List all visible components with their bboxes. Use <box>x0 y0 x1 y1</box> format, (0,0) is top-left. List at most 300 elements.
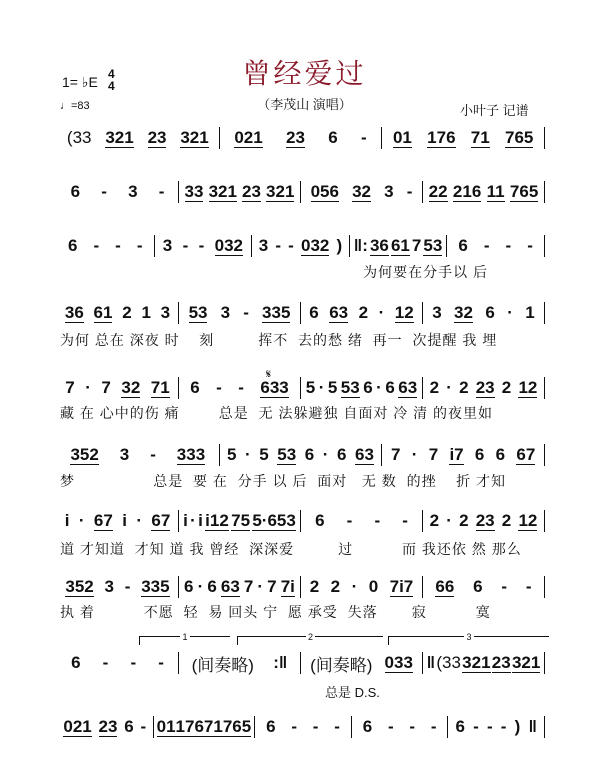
note-group: 2 <box>459 378 469 397</box>
note-group: 6 <box>485 303 495 322</box>
bar-line <box>219 127 220 149</box>
note-group: (33 <box>436 653 461 672</box>
song-title: 曾经爱过 <box>242 57 367 90</box>
bar-line <box>422 302 423 324</box>
note-group: 23 <box>491 652 511 672</box>
volta-label: 1 <box>182 632 188 642</box>
measure <box>60 653 175 673</box>
note-group: 5 <box>259 445 269 464</box>
note-group: 352 <box>70 444 99 464</box>
bar-line <box>544 576 545 598</box>
note-group: 23 <box>475 510 495 530</box>
note-group: · <box>446 511 452 530</box>
time-sig-top: 4 <box>108 67 115 81</box>
note-group: 6 <box>315 511 325 530</box>
measure <box>304 303 419 323</box>
note-group: - <box>527 236 533 255</box>
bar-line <box>544 716 545 738</box>
note-group: 71 <box>150 377 170 397</box>
note-group: - <box>158 653 164 672</box>
note-group: 6 <box>458 236 468 255</box>
bar-line <box>544 235 545 257</box>
volta-1 <box>139 632 230 645</box>
note-group: · <box>378 303 385 322</box>
note-group: 2 <box>501 378 512 397</box>
measure <box>223 445 379 465</box>
notation-line <box>60 127 548 149</box>
bar-line <box>178 510 179 532</box>
note-group: 7 <box>65 378 75 397</box>
note-group: 352 <box>65 576 94 596</box>
note-group: - <box>387 717 394 736</box>
note-group: 5 <box>305 378 316 397</box>
note-group: - <box>130 653 137 672</box>
note-group: - <box>525 577 532 596</box>
note-group: 6 <box>363 378 373 397</box>
note-group: 2 <box>358 303 369 322</box>
note-group: 2 <box>122 303 132 322</box>
note-group: 5 <box>226 445 237 464</box>
note-group: - <box>346 511 353 530</box>
note-group: - <box>501 577 508 596</box>
volta-label: 3 <box>466 632 472 642</box>
note-group: 032 <box>214 235 243 255</box>
note-group: · <box>351 577 358 596</box>
note-group: 633 <box>260 377 289 397</box>
segno-sign: 𝄋 <box>266 367 272 381</box>
note-group: 01 <box>392 127 412 147</box>
note-group: i <box>64 511 70 530</box>
note-group: 6 <box>309 303 319 322</box>
lyrics-line: 道 才知道 才知 道 我 曾经 深深爱 过 而 我还依 然 那么 <box>60 541 522 557</box>
note-group: 1 <box>525 303 535 322</box>
bar-line <box>178 181 179 203</box>
note-group: 765 <box>509 181 539 201</box>
bar-line <box>446 235 447 257</box>
measure <box>304 577 419 597</box>
note-group: i <box>198 511 203 530</box>
note-group: 6 <box>304 445 315 464</box>
note-group: 3 <box>104 577 114 596</box>
note-group: - <box>406 182 413 201</box>
note-group: 71 <box>203 716 223 736</box>
bar-line <box>447 716 448 738</box>
note-group: - <box>102 653 109 672</box>
note-group: 67 <box>151 510 171 530</box>
note-group: 333 <box>176 444 206 464</box>
measure <box>426 303 541 323</box>
measure <box>60 378 175 398</box>
note-group: - <box>360 128 367 147</box>
note-group: 2 <box>429 378 440 397</box>
note-group: · <box>78 511 85 530</box>
note-group: - <box>374 511 381 530</box>
note-group: 32 <box>121 377 141 397</box>
note-group: 6 <box>495 445 506 464</box>
note-group: 63 <box>355 444 374 464</box>
note-group: · <box>197 577 204 596</box>
note-group: · <box>85 378 91 397</box>
measure <box>426 378 541 398</box>
note-group: - <box>409 717 416 736</box>
note-group: 61 <box>390 235 410 255</box>
notation-line <box>60 235 548 257</box>
bar-line <box>422 576 423 598</box>
note-group: 7 <box>390 445 401 464</box>
note-group: - <box>312 717 319 736</box>
note-group: 6 <box>385 378 395 397</box>
measure <box>385 129 541 148</box>
note-group: 176 <box>175 716 204 736</box>
bar-line <box>300 652 301 674</box>
note-group: 53 <box>340 377 360 397</box>
bar-line <box>381 127 382 149</box>
note-group: · <box>446 378 452 397</box>
notation-line <box>60 377 548 399</box>
note-group: · <box>507 303 513 322</box>
volta-3 <box>388 632 549 645</box>
note-group: 765 <box>222 716 252 736</box>
note-group: - <box>402 511 408 530</box>
note-group: 7i7 <box>389 576 414 596</box>
measure <box>353 236 444 256</box>
note-group: 321 <box>511 652 541 672</box>
note-group: - <box>198 236 205 255</box>
note-group: ‖ <box>426 653 436 672</box>
measure <box>426 183 541 202</box>
measure <box>258 717 348 737</box>
bar-line <box>422 181 423 203</box>
measure <box>182 183 297 202</box>
measure <box>426 653 541 673</box>
note-group: 01 <box>156 716 176 736</box>
note-group: 021 <box>63 716 92 736</box>
measure <box>182 651 297 676</box>
note-group: 033 <box>384 652 413 672</box>
measure <box>385 445 541 465</box>
note-group: - <box>288 236 294 255</box>
note-group: 765 <box>504 127 534 147</box>
bar-line <box>178 576 179 598</box>
notation-line <box>60 510 548 532</box>
note-group: 6 <box>190 378 200 397</box>
bar-line <box>154 235 155 257</box>
note-group: · <box>244 445 251 464</box>
measure <box>304 182 419 202</box>
bar-line <box>544 127 545 149</box>
note-group: 5·653 <box>252 510 296 530</box>
bar-line <box>422 510 423 532</box>
bar-line <box>178 302 179 324</box>
scribe-credit: 小叶子 记谱 <box>460 103 529 118</box>
note-group: 53 <box>423 235 443 255</box>
note-group: 7 <box>101 378 111 397</box>
bar-line <box>300 377 301 399</box>
note-group: 321 <box>462 652 491 672</box>
note-group: :‖ <box>273 653 288 672</box>
bar-line <box>178 377 179 399</box>
ds-marking: 总是 D.S. <box>325 685 380 700</box>
note-group: 66 <box>435 576 455 596</box>
bar-line <box>178 652 179 674</box>
measure <box>60 128 216 148</box>
notation-line <box>60 181 548 203</box>
notation-line <box>60 576 548 598</box>
note-group: 7 <box>267 577 277 596</box>
time-sig-bottom: 4 <box>108 79 115 93</box>
bar-line <box>251 235 252 257</box>
note-group: 22 <box>428 181 448 201</box>
note-group: - <box>150 445 156 464</box>
note-group: 12 <box>394 302 414 322</box>
measure <box>60 182 175 202</box>
lyrics-line: 执 着 不愿 轻 易 回头 宁 愿 承受 失落 寂 寞 <box>60 604 491 620</box>
note-group: - <box>334 717 340 736</box>
measure <box>182 577 297 597</box>
measure <box>60 511 175 531</box>
measure <box>304 651 419 676</box>
note-group: 6 <box>184 577 194 596</box>
note-group: - <box>500 717 507 736</box>
note-group: 6 <box>473 577 483 596</box>
bar-line <box>544 510 545 532</box>
note-group: 6 <box>362 717 373 736</box>
note-group: 53 <box>277 444 297 464</box>
note-group: - <box>216 378 222 397</box>
note-group: 3 <box>220 303 231 322</box>
measure <box>60 717 150 737</box>
note-group: · <box>411 445 418 464</box>
note-group: 61 <box>93 302 113 322</box>
note-group: ‖ <box>528 717 537 736</box>
note-group: 23 <box>98 716 118 736</box>
note-group: · <box>190 511 196 530</box>
measure <box>223 128 379 148</box>
note-group: - <box>158 182 165 201</box>
singer-credit: （李茂山 演唱） <box>257 97 352 112</box>
note-group: 53 <box>188 302 208 322</box>
note-group: 3 <box>384 182 394 201</box>
note-group: 7 <box>428 445 439 464</box>
note-group: 67 <box>516 444 536 464</box>
note-group: 6 <box>207 577 217 596</box>
note-group: 2 <box>429 511 440 530</box>
note-group: · <box>376 378 382 397</box>
note-group: i <box>122 511 127 530</box>
bar-line <box>219 444 220 466</box>
lyrics-line: 为何要在分手以 后 <box>60 264 489 280</box>
note-group: 7 <box>411 236 422 255</box>
volta-label: 2 <box>307 632 313 642</box>
note-group: 335 <box>262 302 291 322</box>
note-group: - <box>182 236 189 255</box>
note-group: 33 <box>184 181 204 201</box>
note-group: - <box>243 303 249 322</box>
note-group: - <box>483 236 490 255</box>
note-group: - <box>291 717 298 736</box>
note-group: · <box>318 378 325 397</box>
note-group: 23 <box>147 127 167 147</box>
note-group: 6 <box>71 653 81 672</box>
measure <box>182 303 297 323</box>
note-group: 2 <box>501 511 512 530</box>
bar-line <box>300 510 301 532</box>
bar-line <box>544 181 545 203</box>
note-group: 7 <box>243 577 254 596</box>
note-group: - <box>486 717 493 736</box>
measure <box>450 236 541 256</box>
note-group: 3 <box>119 445 130 464</box>
note-group: 2 <box>330 577 341 596</box>
note-group: 63 <box>329 302 349 322</box>
note-group: 1 <box>141 303 151 322</box>
note-group: - <box>238 378 244 397</box>
note-group: 5 <box>327 378 338 397</box>
notation-line <box>60 652 548 674</box>
bar-line <box>300 181 301 203</box>
bar-line <box>381 444 382 466</box>
bar-line <box>300 576 301 598</box>
note-group: 335 <box>141 576 170 596</box>
note-group: 36 <box>64 302 84 322</box>
note-group: 32 <box>352 181 371 201</box>
measure <box>158 236 249 256</box>
note-group: 23 <box>475 377 495 397</box>
note-group: 6 <box>455 717 465 736</box>
note-group: 6 <box>474 445 485 464</box>
measure <box>304 511 419 531</box>
note-group: ‖: <box>353 236 368 255</box>
note-group: · <box>322 445 329 464</box>
note-group: (33 <box>66 128 92 147</box>
bar-line <box>422 652 423 674</box>
measure <box>60 577 175 597</box>
note-group: 321 <box>105 127 134 147</box>
note-group: - <box>505 236 512 255</box>
measure <box>182 511 297 531</box>
note-group: 3 <box>162 236 173 255</box>
note-group: i7 <box>449 444 464 464</box>
note-group: 75 <box>231 510 251 530</box>
measure <box>304 378 419 398</box>
measure <box>426 577 541 597</box>
measure <box>157 718 252 737</box>
note-group: 63 <box>220 576 240 596</box>
note-group: 3 <box>160 303 171 322</box>
bar-line <box>544 377 545 399</box>
note-group: 11 <box>486 181 505 201</box>
note-group: - <box>101 182 107 201</box>
notation-line <box>60 302 548 324</box>
volta-2 <box>237 632 383 645</box>
note-group: - <box>275 236 282 255</box>
measure <box>255 236 346 256</box>
note-group: 321 <box>266 181 295 201</box>
note-group: 23 <box>242 181 261 201</box>
note-group: i <box>183 511 188 530</box>
note-group: 6 <box>337 445 347 464</box>
measure <box>355 717 445 737</box>
note-group: 6 <box>328 128 338 147</box>
note-group: 36 <box>369 235 389 255</box>
note-group: 63 <box>398 377 418 397</box>
lyrics-line: 为何 总在 深夜 时 刻 挥不 去的愁 绪 再一 次提醒 我 埋 <box>60 332 498 348</box>
note-group: (间奏略) <box>310 655 373 675</box>
note-group: - <box>93 236 100 255</box>
note-group: (间奏略) <box>191 655 254 675</box>
note-group: · <box>257 577 264 596</box>
notation-line <box>60 444 548 466</box>
note-group: 2 <box>309 577 320 596</box>
note-group: 7i <box>280 576 295 596</box>
note-group: 0 <box>368 577 379 596</box>
note-group: 216 <box>452 181 482 201</box>
lyrics-line: 梦 总是 要 在 分手 以 后 面对 无 数 的挫 折 才知 <box>60 473 507 489</box>
note-group: - <box>124 577 131 596</box>
note-group: 6 <box>266 717 276 736</box>
time-signature <box>108 68 115 92</box>
note-group: - <box>136 236 143 255</box>
note-group: 67 <box>93 510 113 530</box>
note-group: ) <box>336 236 343 255</box>
note-group: 23 <box>285 127 305 147</box>
note-group: 6 <box>124 717 134 736</box>
measure <box>60 303 175 323</box>
note-group: 3 <box>432 303 442 322</box>
tempo-marking: ♩=83 <box>60 100 90 112</box>
measure <box>182 378 297 398</box>
note-group: 321 <box>208 181 237 201</box>
bar-line <box>254 716 255 738</box>
note-group: - <box>140 717 147 736</box>
bar-line <box>544 444 545 466</box>
note-group: 32 <box>454 302 473 322</box>
bar-line <box>544 652 545 674</box>
bar-line <box>544 302 545 324</box>
note-group: - <box>473 717 479 736</box>
note-group: - <box>430 717 437 736</box>
bar-line <box>300 302 301 324</box>
note-group: 3 <box>258 236 269 255</box>
note-group: 2 <box>459 511 469 530</box>
note-group: 12 <box>518 377 538 397</box>
note-group: 6 <box>68 236 78 255</box>
measure <box>426 511 541 531</box>
note-group: 3 <box>128 182 138 201</box>
note-group: 032 <box>300 235 330 255</box>
measure <box>60 236 151 256</box>
note-group: 176 <box>427 127 456 147</box>
bar-line <box>351 716 352 738</box>
bar-line <box>422 377 423 399</box>
key-signature: 1= ♭E <box>62 74 98 90</box>
note-group: 321 <box>180 127 209 147</box>
note-group: ) <box>514 717 521 736</box>
bar-line <box>349 235 350 257</box>
lyrics-line: 藏 在 心中的伤 痛 总是 无 法躲避独 自面对 冷 清 的夜里如 <box>60 405 494 421</box>
note-group: 056 <box>310 181 339 201</box>
note-group: 71 <box>470 127 490 147</box>
note-group: 021 <box>234 127 263 147</box>
notation-line <box>60 716 548 738</box>
bar-line <box>153 716 154 738</box>
note-group: - <box>115 236 121 255</box>
measure <box>60 445 216 465</box>
measure <box>451 717 541 737</box>
note-group: i12 <box>205 510 229 530</box>
note-group: 6 <box>70 182 81 201</box>
note-group: 12 <box>518 510 538 530</box>
